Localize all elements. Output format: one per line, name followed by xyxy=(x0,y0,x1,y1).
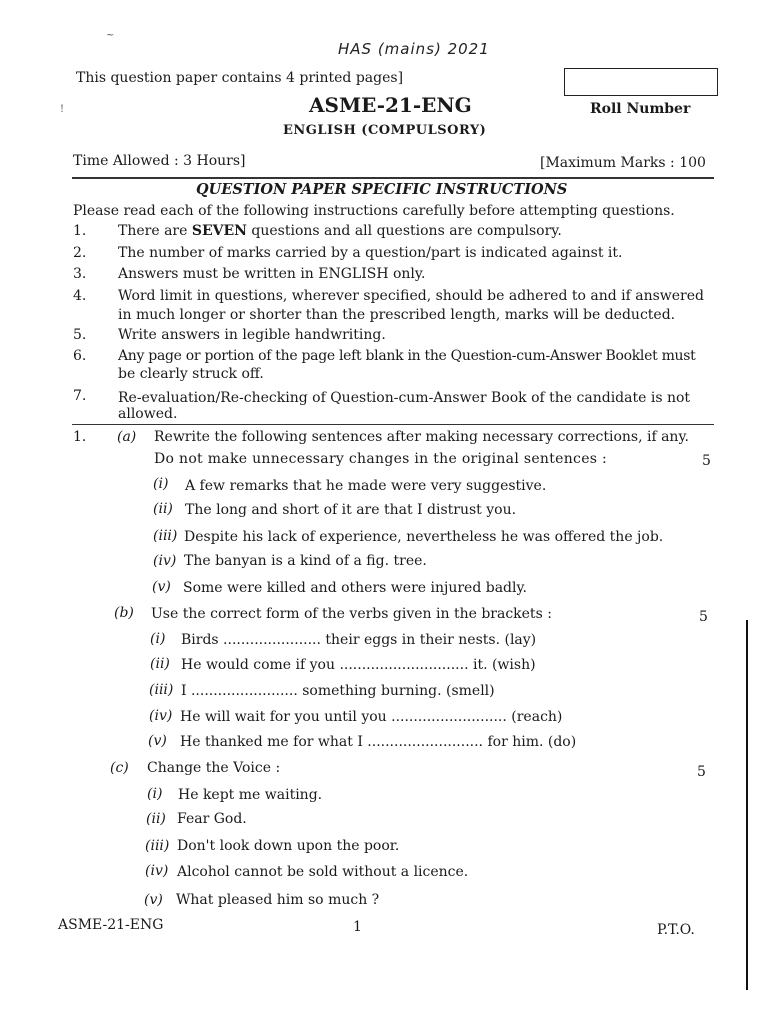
item-text: Fear God. xyxy=(177,811,247,827)
item-text: Birds ...................... their eggs in their nests. (lay) xyxy=(181,632,537,648)
instructions-heading: QUESTION PAPER SPECIFIC INSTRUCTIONS xyxy=(196,181,568,198)
instruction-number: 5. xyxy=(73,327,87,343)
item-text: Alcohol cannot be sold without a licence. xyxy=(177,864,469,880)
part-label: (c) xyxy=(110,760,129,776)
pages-line: This question paper contains 4 printed pages] xyxy=(76,70,404,86)
scan-edge-line xyxy=(746,620,748,990)
item-text: He would come if you ............................. it. (wish) xyxy=(181,657,536,673)
instruction-text-line: be clearly struck off. xyxy=(118,366,264,382)
instruction-number: 6. xyxy=(73,348,87,364)
footer-code: ASME-21-ENG xyxy=(58,917,164,933)
part-b-instruction: Use the correct form of the verbs given in the brackets : xyxy=(151,606,552,622)
question-number: 1. xyxy=(73,429,87,445)
instruction-text-part: There are xyxy=(118,223,192,239)
part-a-instruction-line: Rewrite the following sentences after making necessary corrections, if any. xyxy=(154,429,689,445)
roll-number-box xyxy=(564,68,718,96)
item-text: He kept me waiting. xyxy=(178,787,323,803)
instructions-rule xyxy=(72,424,714,425)
item-text: Some were killed and others were injured badly. xyxy=(183,580,527,596)
paper-code: ASME-21-ENG xyxy=(309,93,472,117)
item-label: (v) xyxy=(148,733,167,749)
instruction-text-line: Re-evaluation/Re-checking of Question-cum-Answer Book of the candidate is not xyxy=(118,390,691,406)
item-label: (i) xyxy=(147,786,163,802)
item-text: What pleased him so much ? xyxy=(176,892,380,908)
scan-speck: ~ xyxy=(106,30,115,41)
page-number: 1 xyxy=(353,919,362,935)
time-allowed: Time Allowed : 3 Hours] xyxy=(73,153,246,169)
instruction-number: 4. xyxy=(73,288,87,304)
subject-title: ENGLISH (COMPULSORY) xyxy=(283,123,487,138)
item-label: (i) xyxy=(153,476,169,492)
marks-value: 5 xyxy=(699,609,708,625)
item-label: (iii) xyxy=(153,528,178,544)
part-label: (b) xyxy=(114,605,134,621)
marks-value: 5 xyxy=(697,764,706,780)
item-label: (ii) xyxy=(146,811,166,827)
instruction-number: 3. xyxy=(73,266,87,282)
instruction-text: Answers must be written in ENGLISH only. xyxy=(118,266,426,282)
scan-speck: ! xyxy=(60,104,65,115)
instruction-number: 7. xyxy=(73,388,87,404)
item-label: (ii) xyxy=(153,501,173,517)
pto-marker: P.T.O. xyxy=(657,922,695,938)
item-text: Don't look down upon the poor. xyxy=(177,838,400,854)
item-text: I ........................ something burning. (smell) xyxy=(181,683,495,699)
roll-number-label: Roll Number xyxy=(590,101,691,117)
item-label: (iv) xyxy=(153,553,177,569)
instruction-text-line: allowed. xyxy=(118,406,178,422)
item-text: Despite his lack of experience, nevertheless he was offered the job. xyxy=(184,529,664,545)
maximum-marks: [Maximum Marks : 100 xyxy=(540,155,706,171)
part-a-instruction-line: Do not make unnecessary changes in the original sentences : xyxy=(154,451,608,467)
handwritten-note: HAS (mains) 2021 xyxy=(338,40,490,58)
instruction-text: Write answers in legible handwriting. xyxy=(118,327,386,343)
part-label: (a) xyxy=(117,429,137,445)
instruction-number: 2. xyxy=(73,245,87,261)
item-label: (iii) xyxy=(145,838,170,854)
part-c-instruction: Change the Voice : xyxy=(147,760,281,776)
item-label: (v) xyxy=(152,579,171,595)
instruction-number: 1. xyxy=(73,223,87,239)
item-text: The banyan is a kind of a fig. tree. xyxy=(184,553,427,569)
instruction-text-line: Word limit in questions, wherever specified, should be adhered to and if answered xyxy=(118,288,704,304)
item-text: He will wait for you until you .......................... (reach) xyxy=(180,709,563,725)
instruction-text-part: questions and all questions are compulsory. xyxy=(246,223,562,239)
item-label: (ii) xyxy=(150,656,170,672)
item-label: (iv) xyxy=(145,863,169,879)
item-label: (iii) xyxy=(149,682,174,698)
item-label: (i) xyxy=(150,631,166,647)
marks-value: 5 xyxy=(702,453,711,469)
instruction-text-line: Any page or portion of the page left blank in the Question-cum-Answer Booklet must xyxy=(118,348,696,364)
item-text: A few remarks that he made were very suggestive. xyxy=(185,478,547,494)
instruction-text-line: in much longer or shorter than the prescribed length, marks will be deducted. xyxy=(118,307,676,323)
instruction-text xyxy=(118,223,562,239)
instructions-intro: Please read each of the following instructions carefully before attempting questions. xyxy=(73,203,675,219)
item-text: He thanked me for what I .......................... for him. (do) xyxy=(180,734,577,750)
item-text: The long and short of it are that I distrust you. xyxy=(185,502,517,518)
instruction-emphasis: SEVEN xyxy=(191,223,247,239)
item-label: (v) xyxy=(144,892,163,908)
header-rule xyxy=(72,177,714,179)
instruction-text: The number of marks carried by a question/part is indicated against it. xyxy=(118,245,623,261)
item-label: (iv) xyxy=(149,708,173,724)
